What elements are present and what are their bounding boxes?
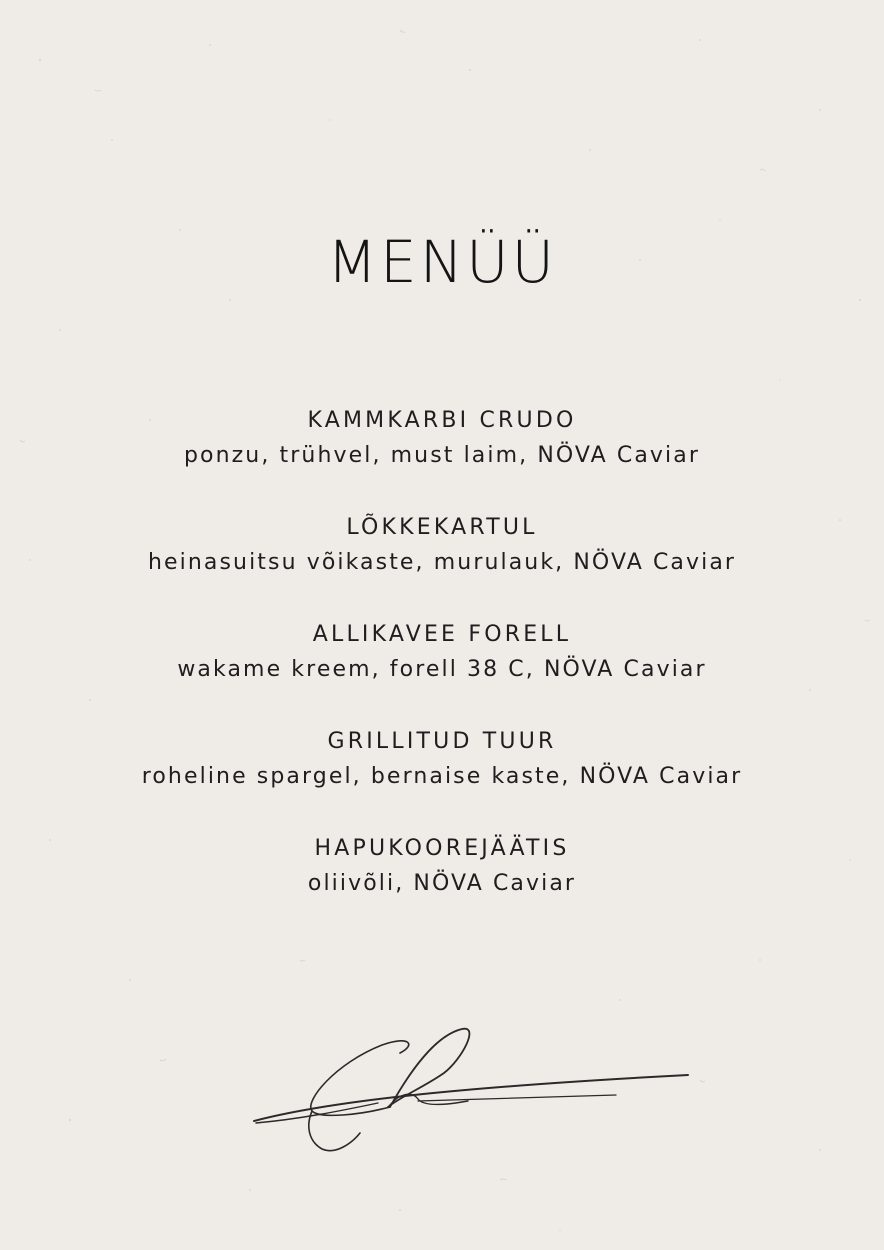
course-item — [0, 725, 884, 832]
course-name: LÕKKEKARTUL — [346, 515, 538, 540]
signature-image — [240, 1015, 700, 1165]
course-item — [0, 832, 884, 939]
course-description: roheline spargel, bernaise kaste, NÖVA Caviar — [141, 764, 743, 789]
course-name: KAMMKARBI CRUDO — [307, 408, 577, 433]
course-description: ponzu, trühvel, must laim, NÖVA Caviar — [183, 443, 700, 468]
course-list — [0, 404, 884, 939]
course-item — [0, 618, 884, 725]
course-name: ALLIKAVEE FORELL — [312, 622, 572, 647]
course-description: heinasuitsu võikaste, murulauk, NÖVA Caviar — [147, 550, 737, 575]
course-name: HAPUKOOREJÄÄTIS — [314, 836, 570, 861]
menu-title: MENÜÜ — [327, 228, 557, 296]
course-item — [0, 511, 884, 618]
course-name: GRILLITUD TUUR — [327, 729, 557, 754]
course-item — [0, 404, 884, 511]
course-description: wakame kreem, forell 38 C, NÖVA Caviar — [177, 657, 707, 682]
course-description: oliivõli, NÖVA Caviar — [307, 871, 577, 896]
